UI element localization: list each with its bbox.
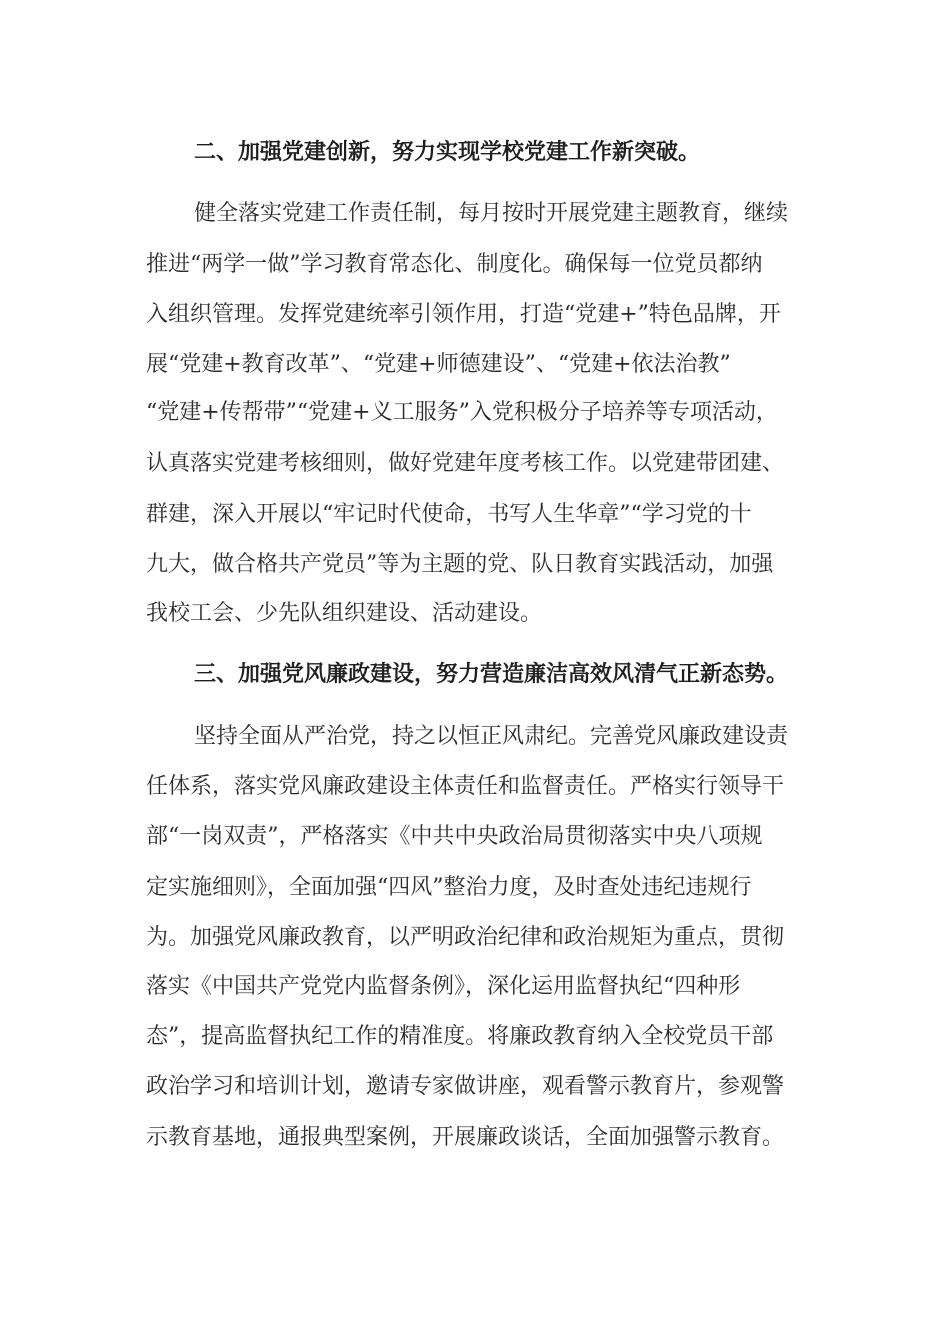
section-2-line: 我校工会、少先队组织建设、活动建设。	[146, 601, 543, 626]
section-3-line: 政治学习和培训计划，邀请专家做讲座，观看警示教育片，参观警	[146, 1074, 785, 1099]
section-3-heading: 三、加强党风廉政建设，努力营造廉洁高效风清气正新态势。	[194, 662, 789, 687]
section-3-line: 示教育基地，通报典型案例，开展廉政谈话，全面加强警示教育。	[146, 1125, 785, 1150]
section-2-line: 健全落实党建工作责任制，每月按时开展党建主题教育，继续	[194, 201, 789, 226]
section-2-line: 认真落实党建考核细则，做好党建年度考核工作。以党建带团建、	[146, 451, 785, 476]
section-2-line: “党建+传帮带”“党建+义工服务”入党积极分子培养等专项活动，	[146, 400, 778, 425]
section-2-line: 推进“两学一做”学习教育常态化、制度化。确保每一位党员都纳	[146, 252, 763, 277]
section-2-line: 群建，深入开展以“牢记时代使命，书写人生华章”“学习党的十	[146, 502, 752, 527]
section-2-heading: 二、加强党建创新，努力实现学校党建工作新突破。	[194, 140, 701, 165]
section-3-line: 坚持全面从严治党，持之以恒正风肃纪。完善党风廉政建设责	[194, 724, 789, 749]
section-2-line: 展“党建+教育改革”、“党建+师德建设”、“党建+依法治教”	[146, 352, 731, 377]
section-2-line: 九大，做合格共产党员”等为主题的党、队日教育实践活动，加强	[146, 552, 774, 577]
section-3-line: 态”，提高监督执纪工作的精准度。将廉政教育纳入全校党员干部	[146, 1024, 774, 1049]
section-3-line: 任体系，落实党风廉政建设主体责任和监督责任。严格实行领导干	[146, 774, 785, 799]
section-3-line: 定实施细则》，全面加强“四风”整治力度，及时查处违纪违规行	[146, 875, 752, 900]
section-3-line: 部“一岗双责”，严格落实《中共中央政治局贯彻落实中央八项规	[146, 824, 763, 849]
section-3-line: 落实《中国共产党党内监督条例》，深化运用监督执纪“四种形	[146, 974, 741, 999]
section-2-line: 入组织管理。发挥党建统率引领作用，打造“党建+”特色品牌，开	[146, 302, 781, 327]
section-3-line: 为。加强党风廉政教育，以严明政治纪律和政治规矩为重点，贯彻	[146, 925, 785, 950]
